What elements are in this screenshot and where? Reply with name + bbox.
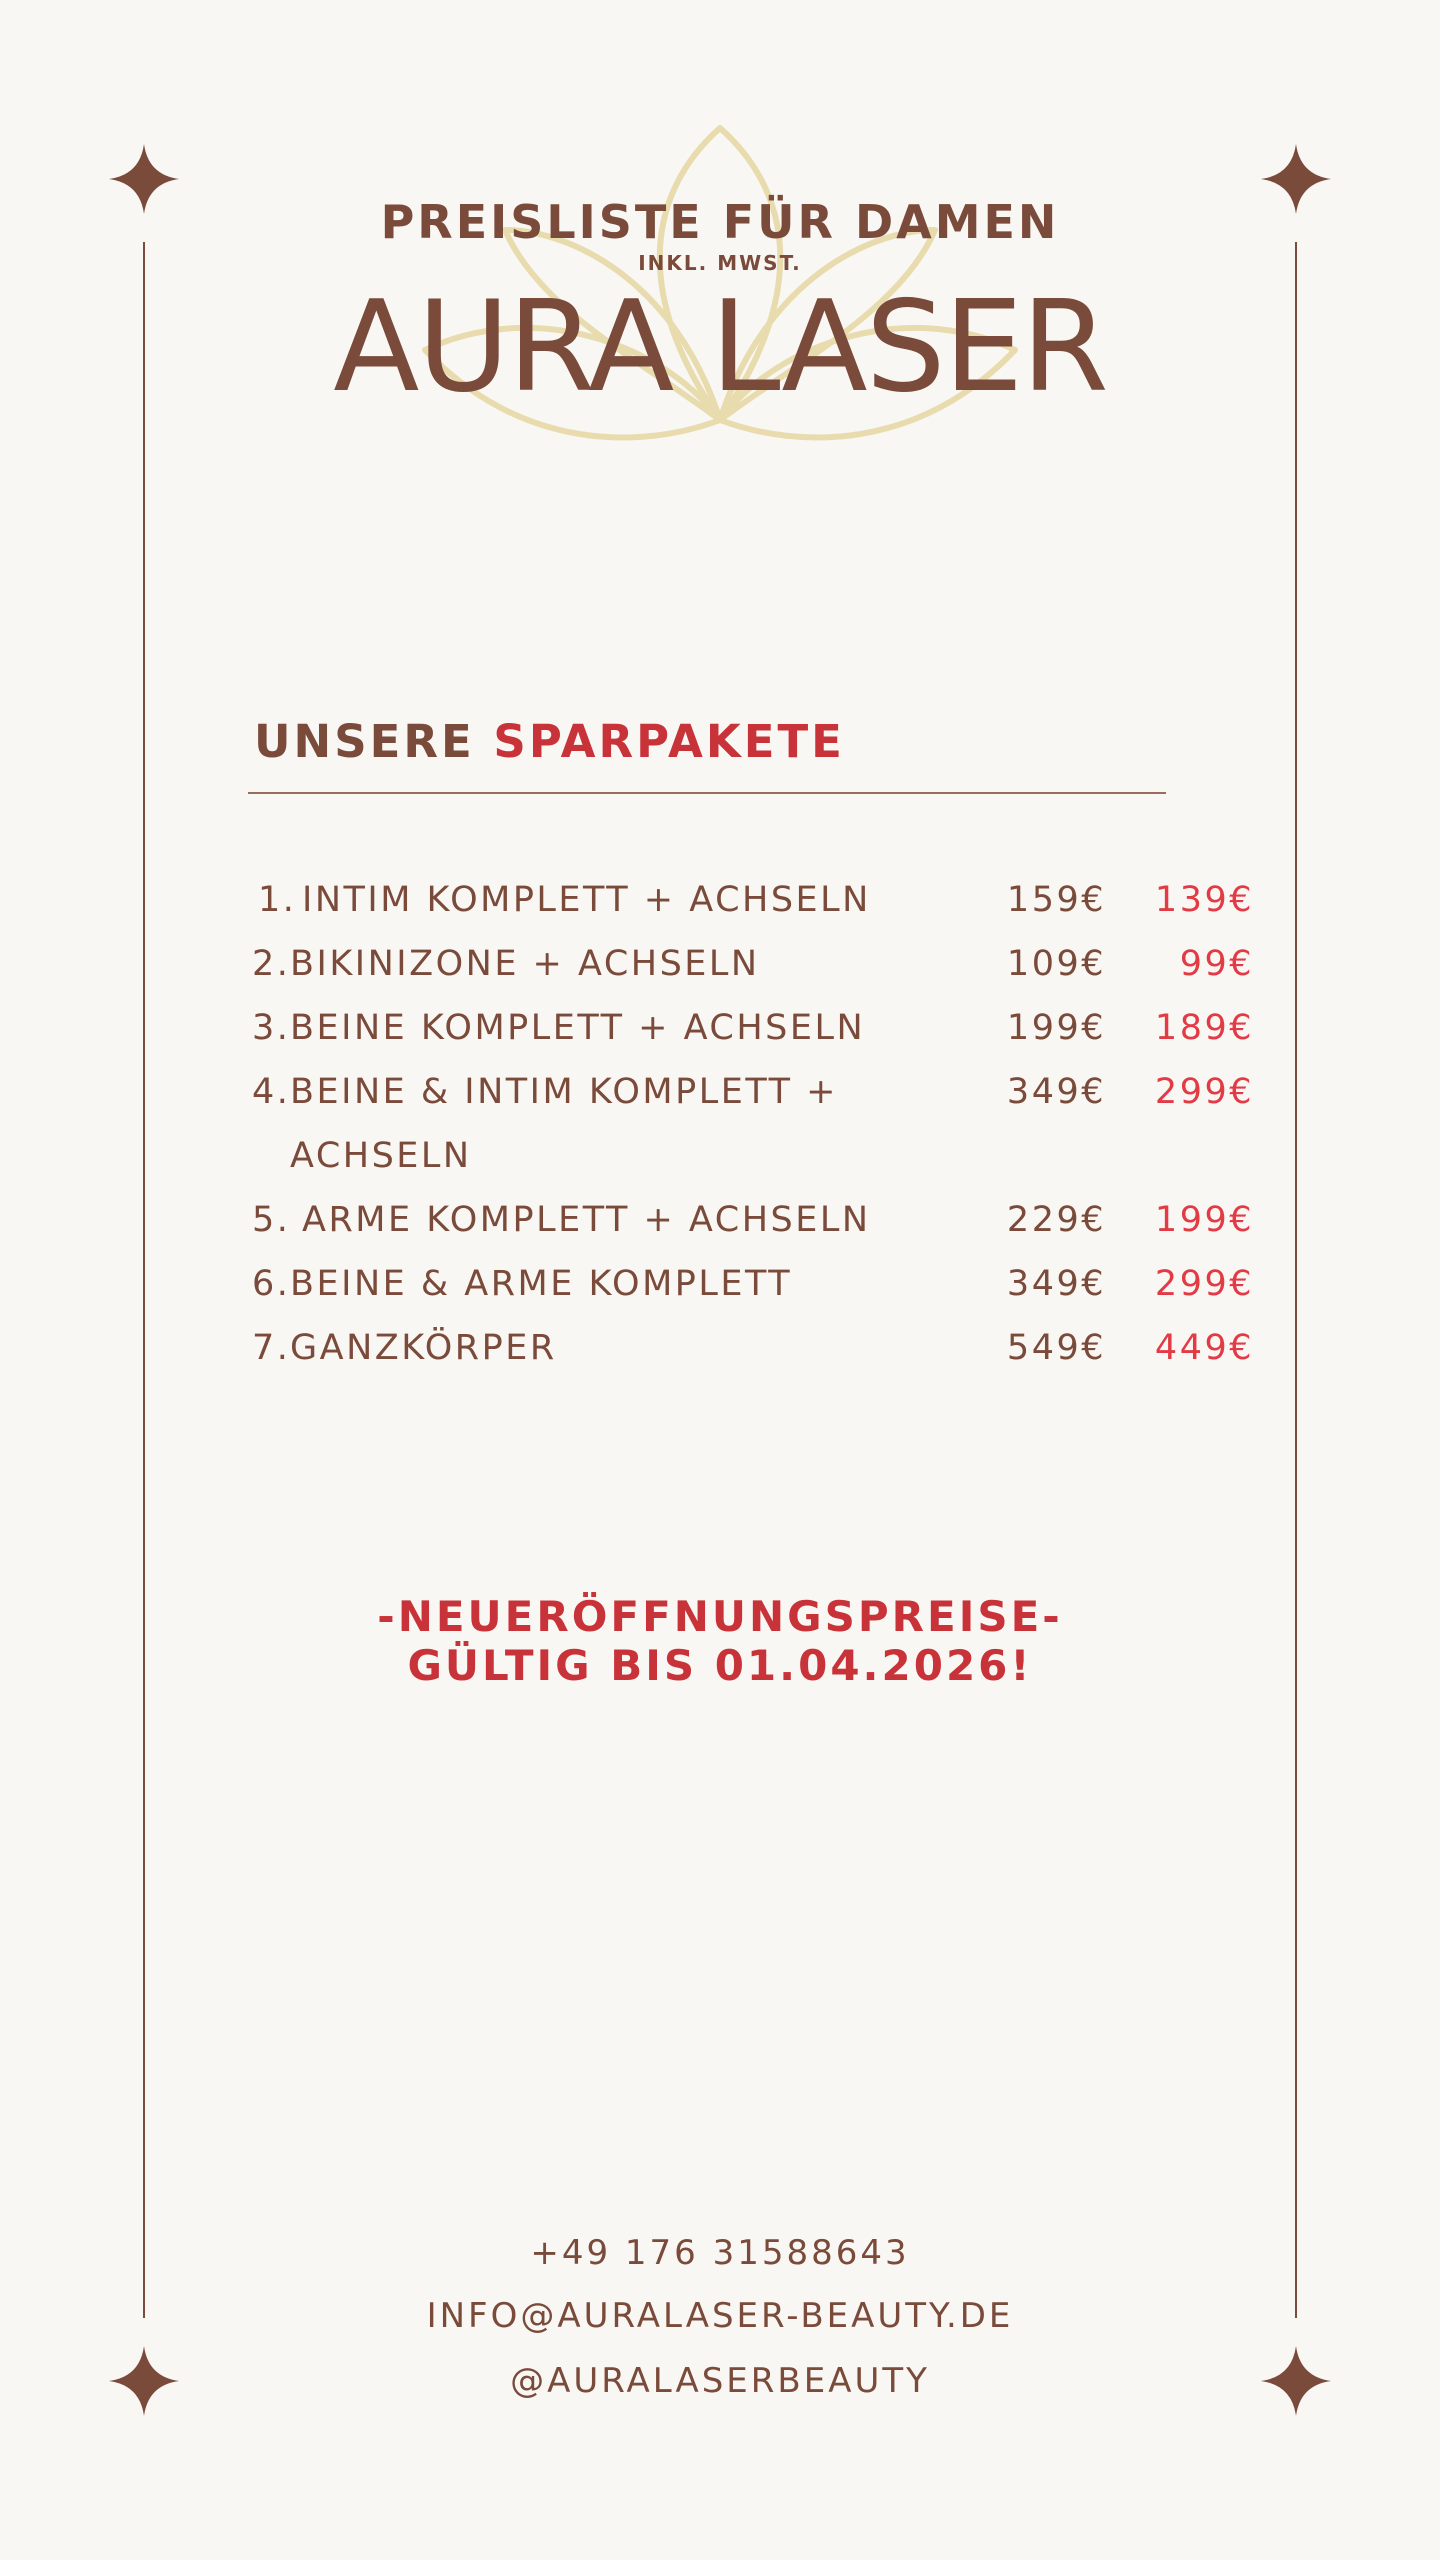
package-name: BEINE KOMPLETT + ACHSELN — [290, 1008, 866, 1048]
package-number: 5. — [252, 1200, 291, 1240]
contact-phone[interactable]: +49 176 31588643 — [530, 2233, 910, 2273]
package-old-price: 349€ — [1006, 1264, 1106, 1304]
page-subtitle: PREISLISTE FÜR DAMEN — [380, 195, 1060, 249]
package-name-line2: ACHSELN — [290, 1136, 472, 1176]
section-title-part1: UNSERE — [254, 715, 475, 768]
package-old-price: 349€ — [1006, 1072, 1106, 1112]
package-new-price: 189€ — [1154, 1008, 1254, 1048]
package-new-price: 299€ — [1154, 1072, 1254, 1112]
package-name: BEINE & INTIM KOMPLETT + — [290, 1072, 838, 1112]
package-item — [0, 868, 1440, 932]
package-item — [0, 1252, 1440, 1316]
package-new-price: 199€ — [1154, 1200, 1254, 1240]
package-item — [0, 1060, 1440, 1188]
package-number: 1. — [258, 880, 297, 920]
package-item — [0, 1188, 1440, 1252]
package-number: 3. — [252, 1008, 291, 1048]
package-old-price: 549€ — [1006, 1328, 1106, 1368]
contact-email[interactable]: INFO@AURALASER-BEAUTY.DE — [426, 2296, 1014, 2336]
section-divider — [248, 792, 1166, 794]
brand-logo-text: AURA LASER — [333, 273, 1107, 420]
package-old-price: 199€ — [1006, 1008, 1106, 1048]
package-old-price: 159€ — [1006, 880, 1106, 920]
package-name: GANZKÖRPER — [290, 1328, 557, 1368]
package-number: 4. — [252, 1072, 291, 1112]
package-name: ARME KOMPLETT + ACHSELN — [302, 1200, 871, 1240]
package-new-price: 139€ — [1154, 880, 1254, 920]
package-name: BEINE & ARME KOMPLETT — [290, 1264, 793, 1304]
vat-note: INKL. MWST. — [638, 251, 802, 275]
package-new-price: 299€ — [1154, 1264, 1254, 1304]
promo-line1: -NEUERÖFFNUNGSPREISE- — [377, 1592, 1063, 1641]
package-name: BIKINIZONE + ACHSELN — [290, 944, 760, 984]
package-number: 2. — [252, 944, 291, 984]
package-item — [0, 996, 1440, 1060]
package-new-price: 99€ — [1179, 944, 1254, 984]
promo-line2: GÜLTIG BIS 01.04.2026! — [407, 1641, 1033, 1690]
package-number: 6. — [252, 1264, 291, 1304]
package-name: INTIM KOMPLETT + ACHSELN — [302, 880, 871, 920]
package-item — [0, 1316, 1440, 1380]
contact-social-handle[interactable]: @AURALASERBEAUTY — [510, 2361, 930, 2401]
package-number: 7. — [252, 1328, 291, 1368]
package-item — [0, 932, 1440, 996]
package-old-price: 229€ — [1006, 1200, 1106, 1240]
package-old-price: 109€ — [1006, 944, 1106, 984]
section-title — [254, 712, 845, 772]
section-title-part2: SPARPAKETE — [493, 715, 845, 768]
package-new-price: 449€ — [1154, 1328, 1254, 1368]
